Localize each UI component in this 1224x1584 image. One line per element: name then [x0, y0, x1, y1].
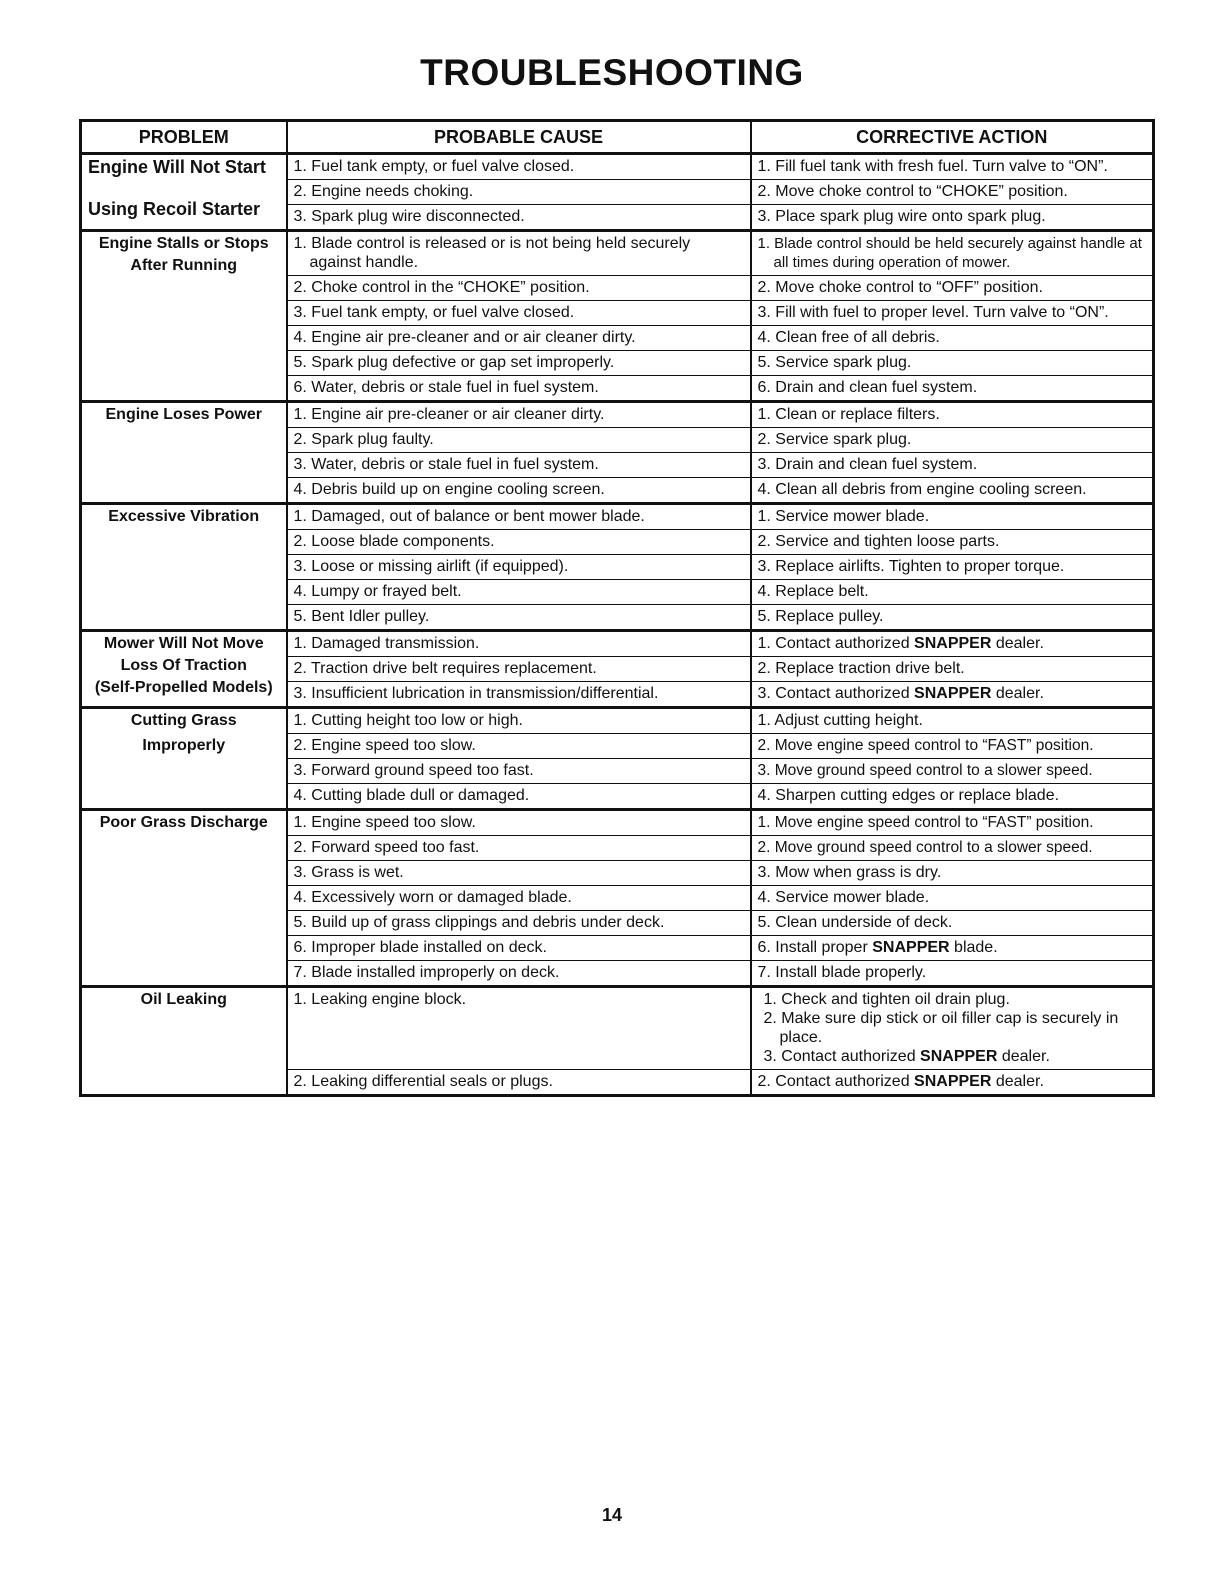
brand-name: SNAPPER: [914, 685, 992, 702]
header-problem: PROBLEM: [81, 121, 287, 154]
action-text: dealer.: [991, 635, 1044, 652]
action-cell: 7. Install blade properly.: [751, 961, 1154, 987]
action-text: 2. Make sure dip stick or oil filler cap is securely in place.: [763, 1010, 1119, 1046]
brand-name: SNAPPER: [872, 939, 950, 956]
table-row: [81, 231, 1154, 276]
action-text: 1. Contact authorized: [757, 635, 915, 652]
problem-label: Engine Will Not Start: [88, 157, 266, 177]
cause-cell: 1. Damaged, out of balance or bent mower blade.: [287, 504, 751, 530]
cause-cell: 3. Loose or missing airlift (if equipped).: [287, 555, 751, 580]
action-cell: 1. Blade control should be held securely against handle at all times during operation of mower.: [751, 231, 1154, 276]
action-cell: [751, 682, 1154, 708]
cause-cell: 3. Forward ground speed too fast.: [287, 759, 751, 784]
action-text: 1. Check and tighten oil drain plug.: [763, 991, 1010, 1008]
cause-cell: 4. Engine air pre-cleaner and or air cleaner dirty.: [287, 326, 751, 351]
action-cell: 3. Place spark plug wire onto spark plug.: [751, 205, 1154, 231]
problem-cell: [81, 810, 287, 987]
action-cell: 2. Service and tighten loose parts.: [751, 530, 1154, 555]
cause-cell: 3. Spark plug wire disconnected.: [287, 205, 751, 231]
problem-label: Engine Stalls or Stops: [98, 235, 269, 252]
action-cell: 6. Drain and clean fuel system.: [751, 376, 1154, 402]
action-cell: [751, 1070, 1154, 1096]
action-text: 2. Contact authorized: [757, 1073, 915, 1090]
cause-cell: 4. Lumpy or frayed belt.: [287, 580, 751, 605]
cause-cell: 2. Choke control in the “CHOKE” position.: [287, 276, 751, 301]
action-cell: 1. Adjust cutting height.: [751, 708, 1154, 734]
cause-cell: 2. Traction drive belt requires replacement.: [287, 657, 751, 682]
action-cell: 4. Sharpen cutting edges or replace blade.: [751, 784, 1154, 810]
action-cell: 1. Clean or replace filters.: [751, 402, 1154, 428]
table-row: [81, 154, 1154, 180]
action-cell: 4. Service mower blade.: [751, 886, 1154, 911]
action-text: 3. Contact authorized: [763, 1048, 921, 1065]
problem-cell: [81, 504, 287, 631]
action-cell: 3. Move ground speed control to a slower speed.: [751, 759, 1154, 784]
action-cell: 5. Replace pulley.: [751, 605, 1154, 631]
action-cell: 1. Fill fuel tank with fresh fuel. Turn valve to “ON”.: [751, 154, 1154, 180]
page-title: TROUBLESHOOTING: [420, 52, 804, 93]
brand-name: SNAPPER: [914, 1073, 992, 1090]
problem-cell: [81, 154, 287, 231]
action-cell: 2. Move engine speed control to “FAST” position.: [751, 734, 1154, 759]
table-row: [81, 504, 1154, 530]
cause-cell: 1. Cutting height too low or high.: [287, 708, 751, 734]
cause-cell: 2. Loose blade components.: [287, 530, 751, 555]
cause-cell: 2. Spark plug faulty.: [287, 428, 751, 453]
problem-cell: [81, 631, 287, 708]
problem-label: After Running: [130, 257, 238, 274]
problem-label: Excessive Vibration: [108, 508, 260, 525]
cause-cell: 6. Water, debris or stale fuel in fuel system.: [287, 376, 751, 402]
action-cell: 3. Drain and clean fuel system.: [751, 453, 1154, 478]
cause-cell: 4. Debris build up on engine cooling screen.: [287, 478, 751, 504]
brand-name: SNAPPER: [914, 635, 992, 652]
action-cell: 2. Move choke control to “CHOKE” position.: [751, 180, 1154, 205]
cause-cell: 1. Blade control is released or is not being held securely against handle.: [287, 231, 751, 276]
action-text: dealer.: [997, 1048, 1050, 1065]
table-row: [81, 987, 1154, 1070]
cause-cell: 2. Forward speed too fast.: [287, 836, 751, 861]
action-text: 6. Install proper: [757, 939, 873, 956]
problem-label: Engine Loses Power: [105, 406, 262, 423]
problem-cell: [81, 231, 287, 402]
cause-cell: 5. Bent Idler pulley.: [287, 605, 751, 631]
cause-cell: 3. Grass is wet.: [287, 861, 751, 886]
cause-cell: 1. Engine speed too slow.: [287, 810, 751, 836]
problem-label: Improperly: [142, 737, 226, 754]
action-cell: [751, 631, 1154, 657]
problem-cell: [81, 402, 287, 504]
action-text: blade.: [949, 939, 998, 956]
action-cell: 2. Move ground speed control to a slower speed.: [751, 836, 1154, 861]
cause-cell: 3. Insufficient lubrication in transmission/differential.: [287, 682, 751, 708]
action-text: [758, 1047, 1147, 1066]
brand-name: SNAPPER: [920, 1048, 998, 1065]
action-cell: 2. Move choke control to “OFF” position.: [751, 276, 1154, 301]
page-number: 14: [601, 1505, 623, 1525]
action-cell: 3. Mow when grass is dry.: [751, 861, 1154, 886]
cause-cell: 1. Engine air pre-cleaner or air cleaner dirty.: [287, 402, 751, 428]
cause-cell: 4. Excessively worn or damaged blade.: [287, 886, 751, 911]
cause-cell: 1. Fuel tank empty, or fuel valve closed.: [287, 154, 751, 180]
action-text: dealer.: [991, 685, 1044, 702]
troubleshooting-table: [79, 119, 1155, 1097]
action-cell: 4. Replace belt.: [751, 580, 1154, 605]
table-row: [81, 402, 1154, 428]
header-probable-cause: PROBABLE CAUSE: [287, 121, 751, 154]
action-cell: 4. Clean free of all debris.: [751, 326, 1154, 351]
cause-cell: 5. Build up of grass clippings and debris under deck.: [287, 911, 751, 936]
header-row: [81, 121, 1154, 154]
cause-cell: 4. Cutting blade dull or damaged.: [287, 784, 751, 810]
action-text: dealer.: [991, 1073, 1044, 1090]
problem-label: (Self-Propelled Models): [94, 679, 273, 696]
problem-cell: [81, 987, 287, 1096]
action-cell: 3. Fill with fuel to proper level. Turn valve to “ON”.: [751, 301, 1154, 326]
problem-label: Poor Grass Discharge: [99, 814, 268, 831]
cause-cell: 2. Engine needs choking.: [287, 180, 751, 205]
cause-cell: 7. Blade installed improperly on deck.: [287, 961, 751, 987]
problem-label: Mower Will Not Move: [103, 635, 264, 652]
cause-cell: 2. Leaking differential seals or plugs.: [287, 1070, 751, 1096]
action-cell: 5. Service spark plug.: [751, 351, 1154, 376]
cause-cell: 2. Engine speed too slow.: [287, 734, 751, 759]
action-cell: 5. Clean underside of deck.: [751, 911, 1154, 936]
action-cell: 2. Service spark plug.: [751, 428, 1154, 453]
cause-cell: 3. Fuel tank empty, or fuel valve closed.: [287, 301, 751, 326]
problem-label: Using Recoil Starter: [88, 199, 261, 219]
problem-cell: [81, 708, 287, 810]
problem-label: Oil Leaking: [140, 991, 227, 1008]
action-cell: [751, 936, 1154, 961]
table-row: [81, 810, 1154, 836]
action-cell: [751, 987, 1154, 1070]
table-row: [81, 708, 1154, 734]
cause-cell: 1. Damaged transmission.: [287, 631, 751, 657]
cause-cell: 1. Leaking engine block.: [287, 987, 751, 1070]
problem-label: Cutting Grass: [130, 712, 237, 729]
problem-label: Loss Of Traction: [120, 657, 247, 674]
table-row: [81, 631, 1154, 657]
action-cell: 3. Replace airlifts. Tighten to proper torque.: [751, 555, 1154, 580]
action-cell: 1. Service mower blade.: [751, 504, 1154, 530]
cause-cell: 6. Improper blade installed on deck.: [287, 936, 751, 961]
action-cell: 1. Move engine speed control to “FAST” position.: [751, 810, 1154, 836]
action-text: 3. Contact authorized: [757, 685, 915, 702]
action-cell: 4. Clean all debris from engine cooling screen.: [751, 478, 1154, 504]
cause-cell: 3. Water, debris or stale fuel in fuel system.: [287, 453, 751, 478]
action-cell: 2. Replace traction drive belt.: [751, 657, 1154, 682]
header-corrective-action: CORRECTIVE ACTION: [751, 121, 1154, 154]
cause-cell: 5. Spark plug defective or gap set improperly.: [287, 351, 751, 376]
